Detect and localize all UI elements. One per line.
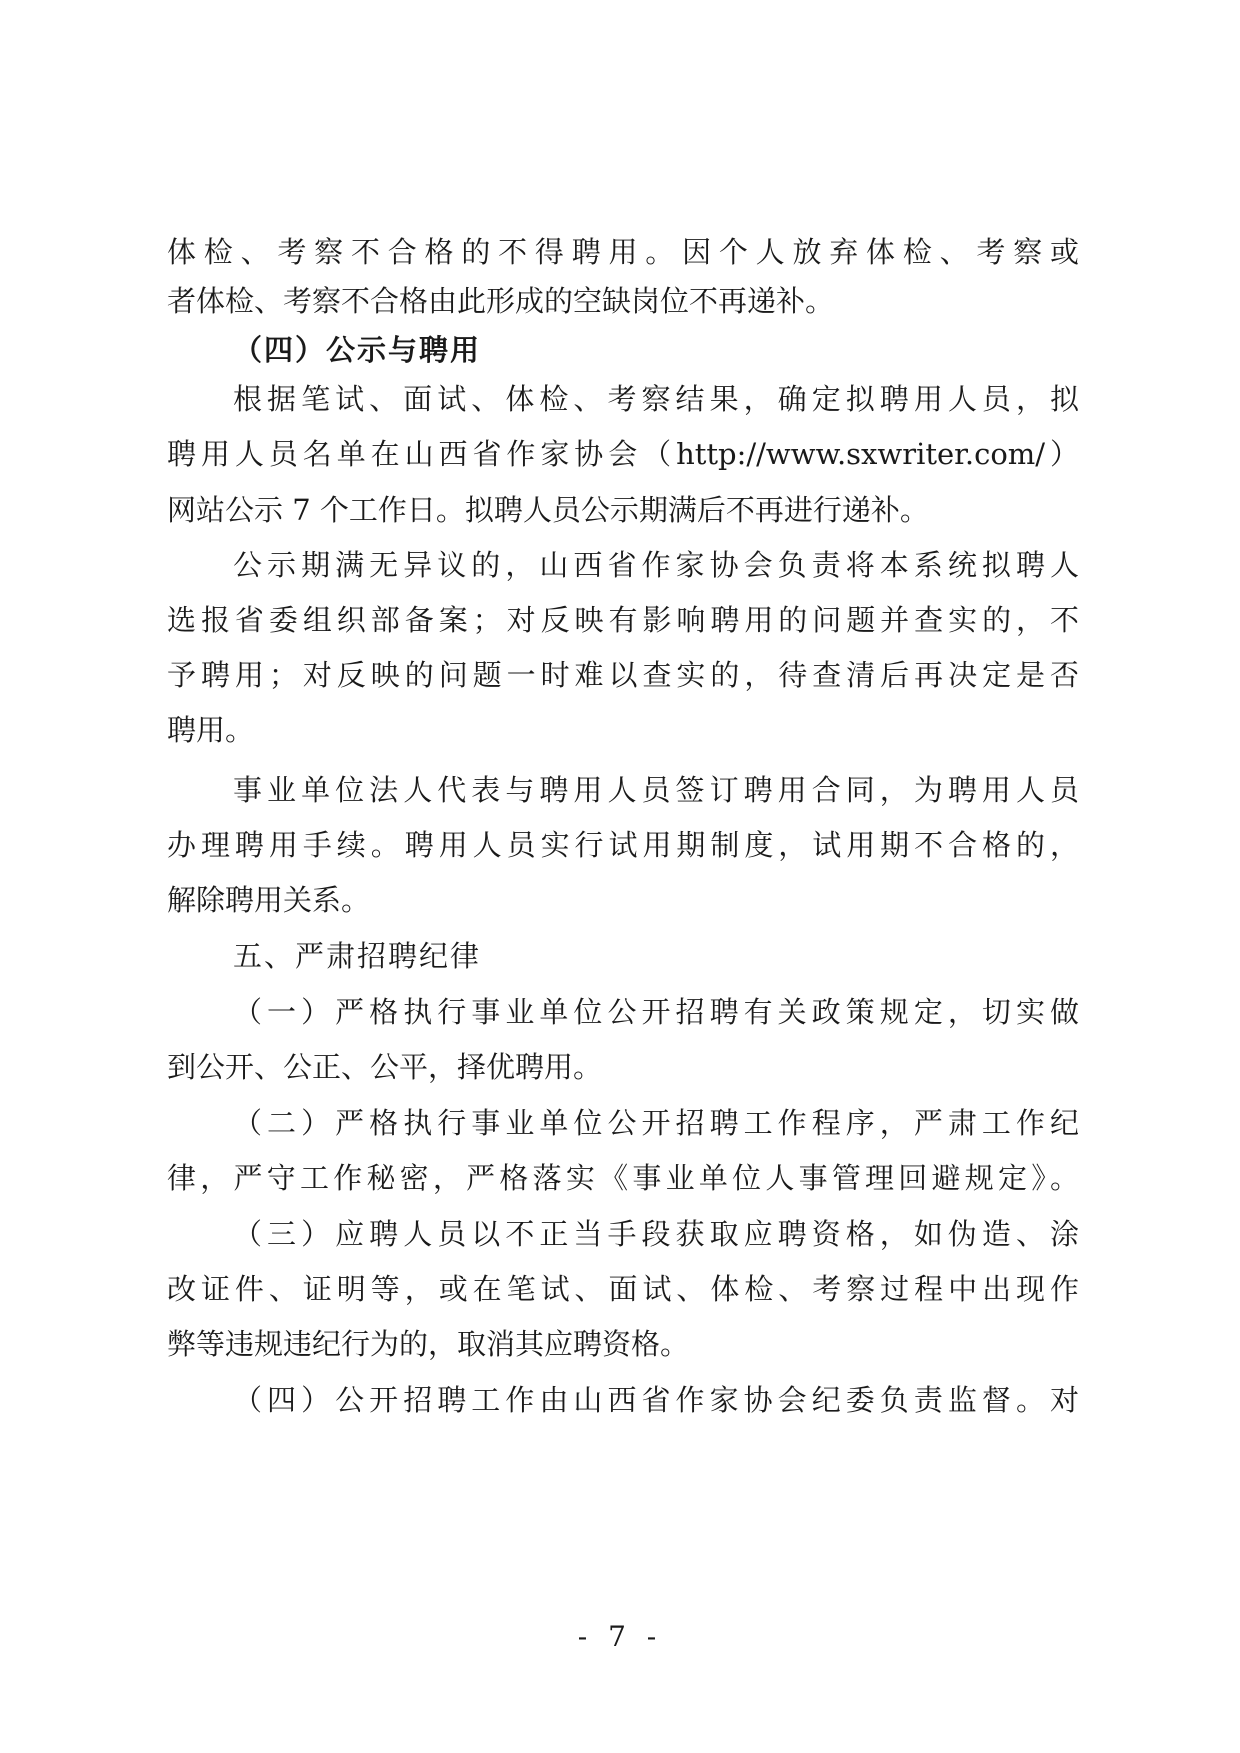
body-text-line: 办理聘用手续。聘用人员实行试用期制度，试用期不合格的， — [167, 828, 1079, 862]
body-text-line: 弊等违规违纪行为的，取消其应聘资格。 — [167, 1327, 690, 1361]
body-text-line: 解除聘用关系。 — [167, 883, 371, 917]
body-text-line: 律，严守工作秘密，严格落实《事业单位人事管理回避规定》。 — [167, 1161, 1079, 1195]
body-text-line: 聘用人员名单在山西省作家协会（http://www.sxwriter.com/） — [167, 437, 1079, 471]
body-text-line: 公示期满无异议的，山西省作家协会负责将本系统拟聘人 — [233, 548, 1079, 582]
body-text-line: （三）应聘人员以不正当手段获取应聘资格，如伪造、涂 — [233, 1217, 1079, 1251]
body-text-line: （四）公开招聘工作由山西省作家协会纪委负责监督。对 — [233, 1383, 1079, 1417]
body-text-line: 根据笔试、面试、体检、考察结果，确定拟聘用人员，拟 — [233, 382, 1079, 416]
body-text-line: 体检、考察不合格的不得聘用。因个人放弃体检、考察或 — [167, 235, 1079, 269]
body-text-line: 到公开、公正、公平，择优聘用。 — [167, 1050, 603, 1084]
body-text-line: 聘用。 — [167, 713, 255, 747]
body-text-line: 事业单位法人代表与聘用人员签订聘用合同，为聘用人员 — [233, 773, 1079, 807]
chapter-heading: 五、严肃招聘纪律 — [233, 939, 482, 973]
page-number: - 7 - — [577, 1620, 663, 1653]
body-text-line: 选报省委组织部备案；对反映有影响聘用的问题并查实的，不 — [167, 603, 1079, 637]
body-text-line: 予聘用；对反映的问题一时难以查实的，待查清后再决定是否 — [167, 658, 1079, 692]
body-text-line: 改证件、证明等，或在笔试、面试、体检、考察过程中出现作 — [167, 1272, 1079, 1306]
body-text-line: （一）严格执行事业单位公开招聘有关政策规定，切实做 — [233, 995, 1079, 1029]
body-text-line: 网站公示 7 个工作日。拟聘人员公示期满后不再进行递补。 — [167, 493, 929, 527]
section-heading: （四）公示与聘用 — [233, 333, 482, 367]
body-text-line: （二）严格执行事业单位公开招聘工作程序，严肃工作纪 — [233, 1106, 1079, 1140]
body-text-line: 者体检、考察不合格由此形成的空缺岗位不再递补。 — [167, 284, 835, 318]
